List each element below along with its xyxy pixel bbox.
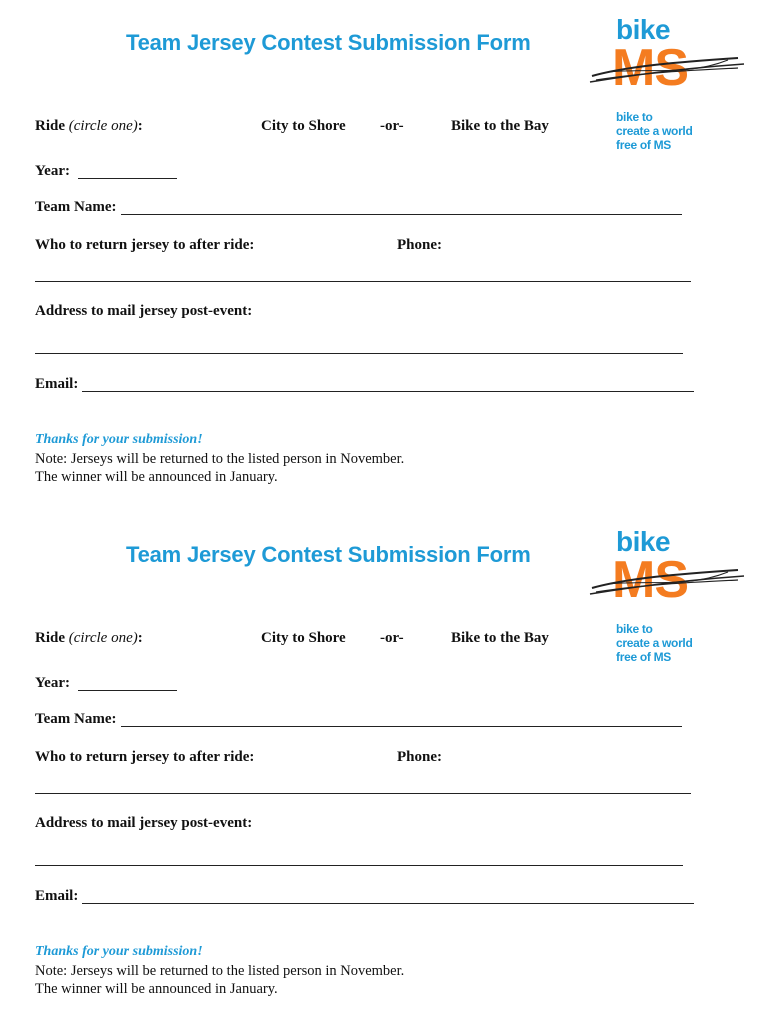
thanks-message: Thanks for your submission! xyxy=(35,432,203,447)
ride-colon: : xyxy=(137,630,143,646)
return-to-phone-field[interactable] xyxy=(35,793,691,794)
logo-tagline-line-3: free of MS xyxy=(616,650,672,664)
ride-colon: : xyxy=(137,118,143,134)
note-line-1: Note: Jerseys will be returned to the listed person in November. xyxy=(35,451,405,467)
logo-word-ms: MS xyxy=(612,551,688,609)
team-name-label: Team Name: xyxy=(35,711,117,727)
email-label: Email: xyxy=(35,888,79,904)
email-label: Email: xyxy=(35,376,79,392)
ride-label xyxy=(35,630,143,647)
note-text xyxy=(35,962,404,998)
ride-hint: (circle one) xyxy=(68,118,138,134)
logo-word-bike: bike xyxy=(616,14,671,45)
logo-tagline-line-1: bike to xyxy=(616,622,653,636)
ride-hint: (circle one) xyxy=(68,630,138,646)
logo-tagline-line-3: free of MS xyxy=(616,138,672,152)
logo-scribble-icon xyxy=(588,54,748,94)
ride-label-text: Ride xyxy=(35,630,65,646)
note-line-2: The winner will be announced in January. xyxy=(35,981,278,997)
year-label: Year: xyxy=(35,163,70,179)
ride-or-separator: -or- xyxy=(380,630,404,646)
ride-label-text: Ride xyxy=(35,118,65,134)
return-to-phone-field[interactable] xyxy=(35,281,691,282)
form-title: Team Jersey Contest Submission Form xyxy=(126,30,531,55)
logo-tagline xyxy=(616,622,693,664)
thanks-message: Thanks for your submission! xyxy=(35,944,203,959)
logo-tagline-line-2: create a world xyxy=(616,636,693,650)
bike-ms-logo xyxy=(588,14,748,164)
logo-word-bike: bike xyxy=(616,526,671,557)
submission-form-2 xyxy=(0,512,770,1024)
note-line-2: The winner will be announced in January. xyxy=(35,469,278,485)
team-name-field[interactable] xyxy=(121,726,682,727)
email-field[interactable] xyxy=(82,903,694,904)
team-name-label: Team Name: xyxy=(35,199,117,215)
ride-or-separator: -or- xyxy=(380,118,404,134)
ride-option-city-to-shore[interactable]: City to Shore xyxy=(261,630,346,646)
year-label: Year: xyxy=(35,675,70,691)
address-field[interactable] xyxy=(35,353,683,354)
form-title: Team Jersey Contest Submission Form xyxy=(126,542,531,567)
team-name-field[interactable] xyxy=(121,214,682,215)
return-to-label: Who to return jersey to after ride: xyxy=(35,237,255,253)
logo-word-ms: MS xyxy=(612,39,688,97)
phone-label: Phone: xyxy=(397,237,442,253)
return-to-label: Who to return jersey to after ride: xyxy=(35,749,255,765)
bike-ms-logo xyxy=(588,526,748,676)
note-text xyxy=(35,450,404,486)
year-field[interactable] xyxy=(78,178,177,179)
ride-option-bike-to-the-bay[interactable]: Bike to the Bay xyxy=(451,630,549,646)
address-field[interactable] xyxy=(35,865,683,866)
email-field[interactable] xyxy=(82,391,694,392)
logo-tagline-line-2: create a world xyxy=(616,124,693,138)
ride-option-bike-to-the-bay[interactable]: Bike to the Bay xyxy=(451,118,549,134)
logo-tagline xyxy=(616,110,693,152)
address-label: Address to mail jersey post-event: xyxy=(35,303,253,319)
note-line-1: Note: Jerseys will be returned to the listed person in November. xyxy=(35,963,405,979)
logo-scribble-icon xyxy=(588,566,748,606)
logo-tagline-line-1: bike to xyxy=(616,110,653,124)
address-label: Address to mail jersey post-event: xyxy=(35,815,253,831)
ride-option-city-to-shore[interactable]: City to Shore xyxy=(261,118,346,134)
phone-label: Phone: xyxy=(397,749,442,765)
year-field[interactable] xyxy=(78,690,177,691)
ride-label xyxy=(35,118,143,135)
